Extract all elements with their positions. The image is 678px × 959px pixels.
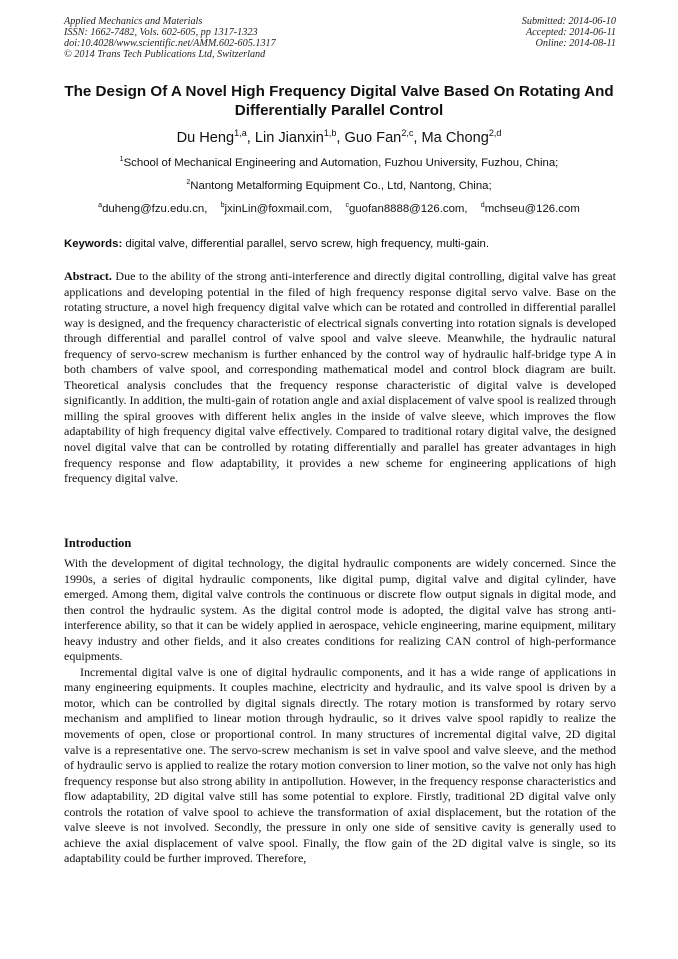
abstract-label: Abstract. (64, 269, 112, 283)
body-paragraph: With the development of digital technology, the digital hydraulic components are widely concerned. Since the 1990s, a series of digital hydraulic components, like digital pump, digital valve and digital cylinder, have emerged. Among them, digital valve controls the continuous or discrete flow output signals in digital mode, and then control the hydraulic system. As the digital control mode is adopted, the digital valve has strong anti-interference ability, so that it can be widely applied in aerospace, vehicle engineering, marine equipment, military heavy industry and other fields, and it also creates conditions for realizing CAN control of high-performance equipments. (64, 556, 616, 664)
email-address[interactable]: guofan8888@126.com, (348, 203, 468, 215)
issn-line: ISSN: 1662-7482, Vols. 602-605, pp 1317-1323 (64, 27, 258, 38)
email-mark: a (98, 202, 103, 210)
abstract-text: Due to the ability of the strong anti-interference and directly digital controlling, digital valve has great applications and developing potential in the filed of high frequency response digital servo valve. Base on the rotating structure, a novel high frequency digital valve which can be rotated and controlled in differential parallel way is designed, and the frequency characteristic of electrical signals converting into rotation signals is developed through differential and parallel control of valve spool and valve sleeve. Meanwhile, the hydraulic natural frequency of servo-screw mechanism is further enhanced by the control way of hydraulic half-bridge type A in both chambers of valve spool, and corresponding mathematical model and control block diagram are built. Theoretical analysis concludes that the frequency response characteristic of digital valve is developed significantly. In addition, the multi-gain of rotation angle and axial displacement of valve spool is realized through milling the spiral grooves with different helix angles in the inside of valve sleeve, which improves the flow adaptability of high frequency digital valve effectively. Compared to traditional rotary digital valve, the designed novel digital valve that can be controlled by rotating differentially and parallel has greater advantages in high frequency response and flow adaptability, it provides a new scheme for engineering applications of high frequency digital valve. (64, 269, 616, 486)
email-mark: c (345, 202, 349, 210)
email-item (221, 203, 333, 215)
email-item (345, 203, 467, 215)
email-mark: b (220, 202, 225, 210)
dates-header (522, 16, 616, 49)
journal-name: Applied Mechanics and Materials (64, 16, 203, 27)
submitted-date: Submitted: 2014-06-10 (521, 16, 616, 27)
author-name: Du Heng (176, 130, 235, 146)
journal-header (64, 16, 276, 60)
affiliation-text: Nantong Metalforming Equipment Co., Ltd, Nantong, China; (190, 180, 492, 192)
copyright-line: © 2014 Trans Tech Publications Ltd, Switzerland (64, 49, 266, 60)
email-address[interactable]: jxinLin@foxmail.com, (224, 203, 333, 215)
affiliation-2 (0, 179, 678, 193)
keywords-line (64, 237, 616, 251)
body-paragraph: Incremental digital valve is one of digital hydraulic components, and it has a wide range of applications in many engineering equipments. It couples machine, electricity and hydraulic, and its valve spool is driven by a motor, which can be controlled by digital signals directly. The rotary motion is transformed by rotary servo mechanism and amplified to linear motion through hydraulic, so it drives valve spool rapidly to realize the movements of open, close or proportional control. In many structures of incremental digital valve, 2D digital valve is a representative one. The servo-screw mechanism is set in valve spool and valve sleeve, and the method of hydraulic servo is applied to realize the rotary motion conversion to liner motion, so the valve not only has high frequency response but also strong ability in antipollution. However, in the frequency response characteristics and flow adaptability, 2D digital valve still has some potential to explore. Firstly, traditional 2D digital valve only controls the rotation of valve spool to achieve the transformation of axial displacement, but the rotation of the valve sleeve is not involved. Secondly, the pressure in only one side of sensitive cavity is generally used to achieve the axial displacement of valve spool. Finally, the flow gain of the 2D digital valve is single, so its adaptability could be further improved. Therefore, (64, 664, 616, 866)
email-item (98, 203, 207, 215)
author-list: Du Heng$^{1,a}$, Lin Jianxin$^{1,b}$, Guo Fan$^{2,c}$, Ma Chong$^{2,d}$ (176, 128, 502, 146)
author-affiliation-mark: 1,b (323, 128, 337, 139)
email-address[interactable]: duheng@fzu.edu.cn, (102, 203, 208, 215)
author-affiliation-mark: 1,a (234, 128, 247, 139)
email-mark: d (480, 202, 485, 210)
keywords-text: digital valve, differential parallel, servo screw, high frequency, multi-gain. (125, 238, 490, 250)
keywords-label: Keywords: (64, 238, 123, 250)
email-item (481, 203, 580, 215)
affiliation-text: School of Mechanical Engineering and Automation, Fuzhou University, Fuzhou, China; (123, 157, 559, 169)
introduction-body (64, 556, 616, 867)
author-name: Ma Chong (421, 130, 489, 146)
paper-title: The Design Of A Novel High Frequency Digital Valve Based On Rotating And Differentially Parallel Control (64, 83, 614, 119)
author-affiliation-mark: 2,d (488, 128, 502, 139)
online-date: Online: 2014-08-11 (535, 38, 616, 49)
author-name: Lin Jianxin (254, 130, 324, 146)
abstract-paragraph (64, 269, 616, 487)
affiliation-mark: 2 (186, 179, 191, 187)
section-heading-introduction: Introduction (64, 536, 132, 550)
accepted-date: Accepted: 2014-06-11 (525, 27, 616, 38)
doi-line: doi:10.4028/www.scientific.net/AMM.602-605.1317 (64, 38, 276, 49)
affiliation-mark: 1 (119, 156, 124, 164)
email-list (0, 202, 678, 216)
author-affiliation-mark: 2,c (401, 128, 414, 139)
affiliation-1 (0, 156, 678, 170)
author-name: Guo Fan (344, 130, 402, 146)
email-address[interactable]: mchseu@126.com (484, 203, 580, 215)
